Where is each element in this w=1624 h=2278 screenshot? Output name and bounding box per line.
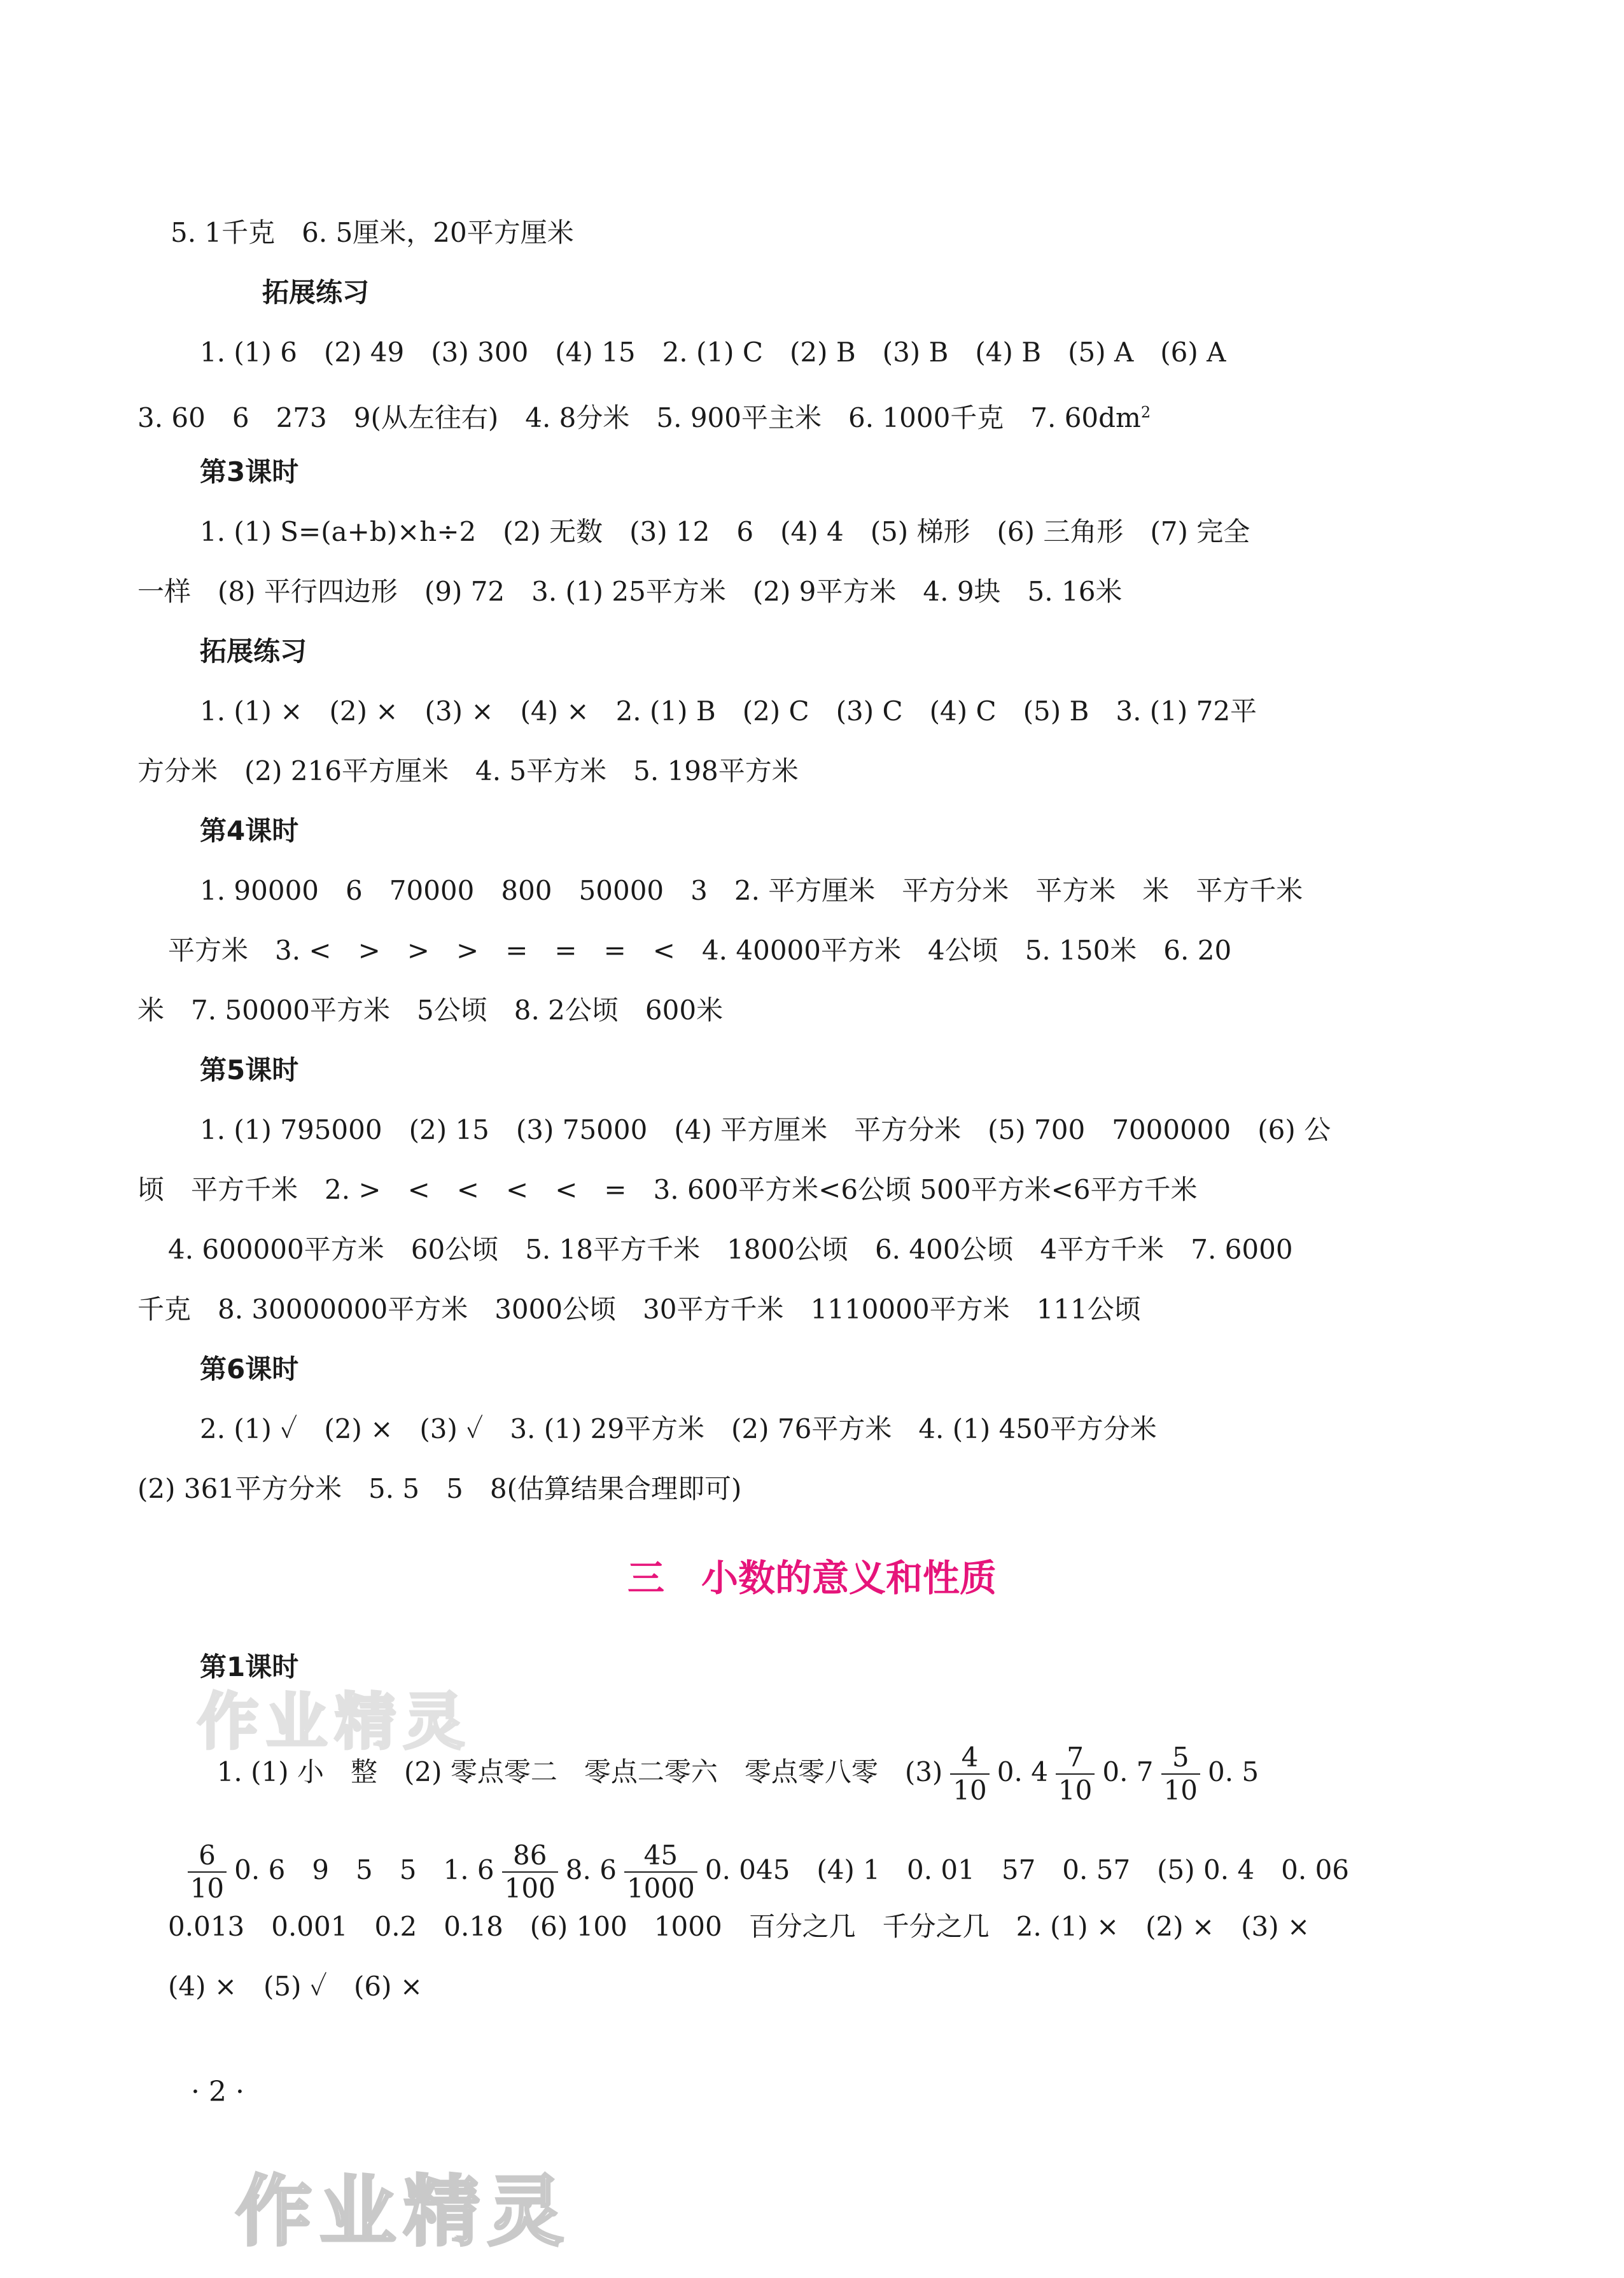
fraction xyxy=(624,1840,697,1904)
answer-text: 0. 7 xyxy=(1102,1756,1154,1787)
superscript: 2 xyxy=(1140,403,1151,421)
numerator: 45 xyxy=(624,1840,697,1873)
answer-line-fractions xyxy=(163,1808,1349,1904)
answer-text: 1. (1) 小 整 (2) 零点零二 零点二零六 零点零八零 (3) xyxy=(216,1756,943,1787)
answer-line: 2. (1) ✓ (2) × (3) ✓ 3. (1) 29平方米 (2) 76平方米 4. (1) 450平方分米 xyxy=(200,1413,1157,1444)
page-number: · 2 · xyxy=(191,2076,244,2108)
fraction xyxy=(188,1840,227,1904)
answer-line: 1. (1) × (2) × (3) × (4) × 2. (1) B (2) C (3) C (4) C (5) B 3. (1) 72平 xyxy=(200,695,1257,727)
numerator: 4 xyxy=(950,1742,989,1775)
denominator: 1000 xyxy=(626,1873,695,1904)
numerator: 86 xyxy=(502,1840,558,1873)
numerator: 7 xyxy=(1056,1742,1095,1775)
lesson-heading: 第3课时 xyxy=(200,456,299,487)
answer-text: 0. 5 xyxy=(1207,1756,1259,1787)
lesson-heading: 第5课时 xyxy=(200,1054,299,1086)
answer-line: 一样 (8) 平行四边形 (9) 72 3. (1) 25平方米 (2) 9平方米 4. 9块 5. 16米 xyxy=(137,576,1123,607)
lesson-heading: 第6课时 xyxy=(200,1353,299,1385)
denominator: 10 xyxy=(953,1775,987,1806)
answer-text: 0. 6 9 5 5 1. 6 xyxy=(234,1854,494,1885)
numerator: 6 xyxy=(188,1840,227,1873)
answer-line: 顷 平方千米 2. > < < < < = 3. 600平方米<6公顷 500平方米<6平方千米 xyxy=(137,1174,1198,1205)
fraction xyxy=(950,1742,989,1806)
answer-line: 1. (1) S=(a+b)×h÷2 (2) 无数 (3) 12 6 (4) 4 (5) 梯形 (6) 三角形 (7) 完全 xyxy=(200,516,1250,547)
section-heading: 拓展练习 xyxy=(262,277,370,308)
answer-text: 8. 6 xyxy=(565,1854,617,1885)
answer-text: 3. 60 6 273 9(从左往右) 4. 8分米 5. 900平主米 6. 1000千克 7. 60dm xyxy=(137,402,1141,433)
answer-line: 米 7. 50000平方米 5公顷 8. 2公顷 600米 xyxy=(137,995,724,1026)
watermark-logo: 作业精灵 xyxy=(197,1686,472,1757)
chapter-title: 三 小数的意义和性质 xyxy=(627,1556,997,1600)
fraction xyxy=(502,1840,558,1904)
lesson-heading: 第1课时 xyxy=(200,1651,299,1682)
fraction xyxy=(1056,1742,1095,1806)
answer-line: (2) 361平方分米 5. 5 5 8(估算结果合理即可) xyxy=(137,1473,742,1504)
denominator: 10 xyxy=(1058,1775,1093,1806)
answer-line: 1. (1) 6 (2) 49 (3) 300 (4) 15 2. (1) C (2) B (3) B (4) B (5) A (6) A xyxy=(200,337,1226,368)
answer-line: (4) × (5) ✓ (6) × xyxy=(168,1971,423,2002)
watermark-logo: 作业精灵 xyxy=(235,2168,571,2256)
answer-text: 0. 4 xyxy=(997,1756,1048,1787)
numerator: 5 xyxy=(1161,1742,1200,1775)
answer-line xyxy=(137,393,1151,437)
answer-line: 0.013 0.001 0.2 0.18 (6) 100 1000 百分之几 千分之几 2. (1) × (2) × (3) × xyxy=(168,1911,1310,1942)
denominator: 10 xyxy=(1163,1775,1198,1806)
answer-text: 0. 045 (4) 1 0. 01 57 0. 57 (5) 0. 4 0. 06 xyxy=(704,1854,1350,1885)
section-heading: 拓展练习 xyxy=(200,636,307,667)
answer-line: 千克 8. 30000000平方米 3000公顷 30平方千米 1110000平方米 111公顷 xyxy=(137,1294,1141,1325)
fraction xyxy=(1161,1742,1200,1806)
answer-line: 1. (1) 795000 (2) 15 (3) 75000 (4) 平方厘米 平方分米 (5) 700 7000000 (6) 公 xyxy=(200,1114,1331,1145)
denominator: 100 xyxy=(504,1873,556,1904)
answer-line: 1. 90000 6 70000 800 50000 3 2. 平方厘米 平方分米 平方米 米 平方千米 xyxy=(200,875,1303,906)
answer-line: 平方米 3. < > > > = = = < 4. 40000平方米 4公顷 5. 150米 6. 20 xyxy=(168,935,1232,966)
lesson-heading: 第4课时 xyxy=(200,815,299,846)
denominator: 10 xyxy=(190,1873,225,1904)
answer-line: 方分米 (2) 216平方厘米 4. 5平方米 5. 198平方米 xyxy=(137,755,799,786)
answer-line: 5. 1千克 6. 5厘米，20平方厘米 xyxy=(171,217,574,248)
answer-line: 4. 600000平方米 60公顷 5. 18平方千米 1800公顷 6. 400公顷 4平方千米 7. 6000 xyxy=(168,1234,1293,1265)
